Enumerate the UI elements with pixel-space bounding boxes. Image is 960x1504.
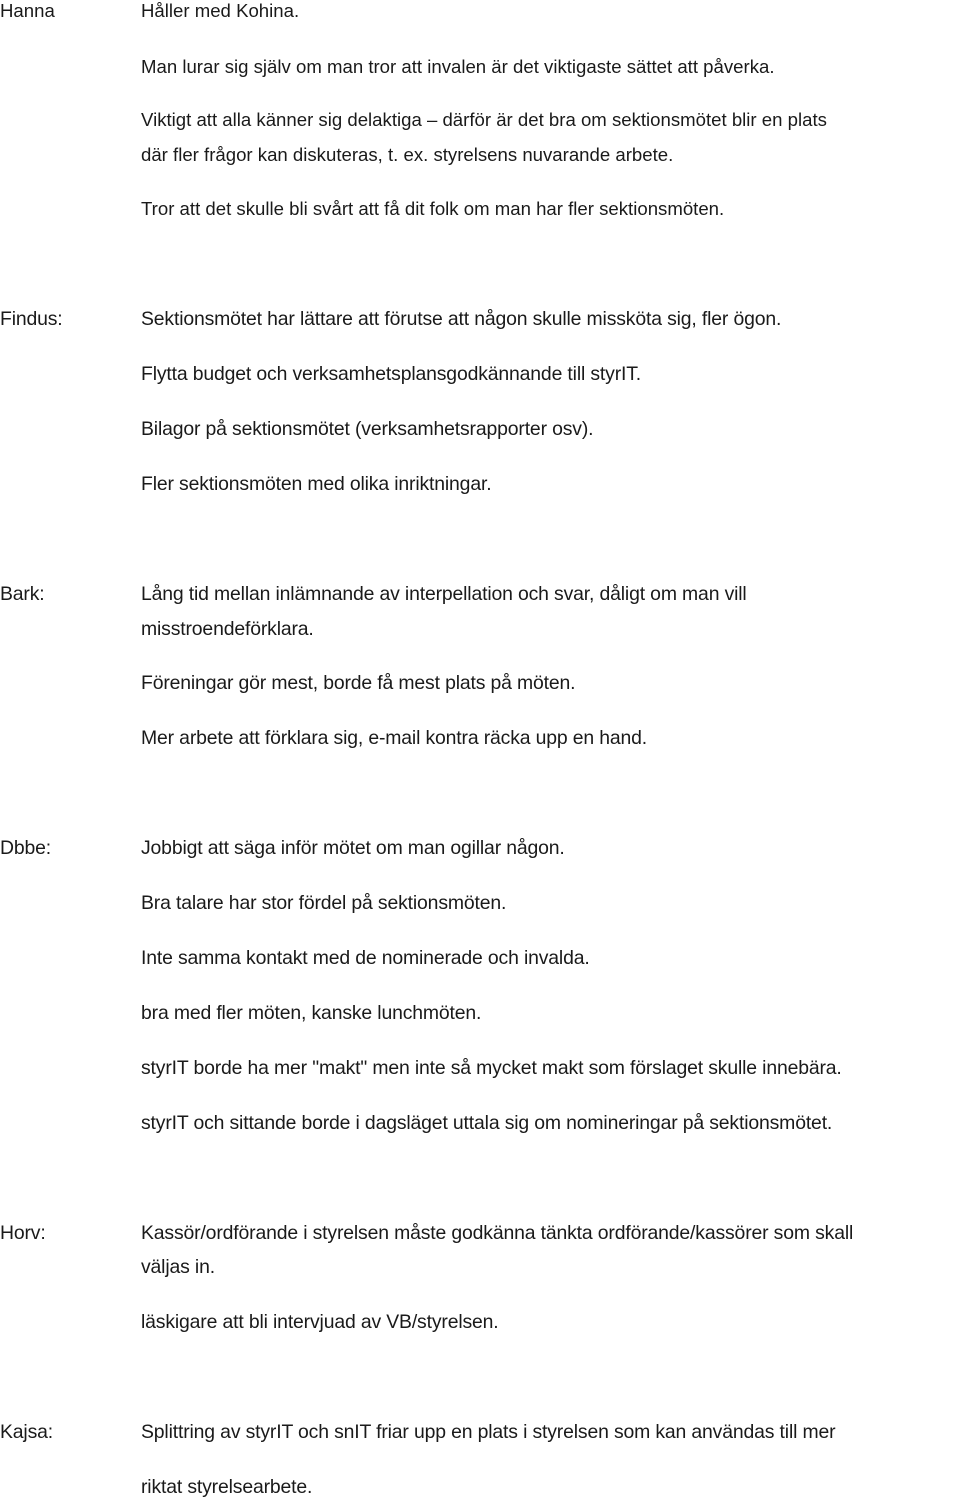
statement-line: där fler frågor kan diskuteras, t. ex. styrelsens nuvarande arbete. [141, 144, 674, 165]
speaker-name: Kajsa: [0, 1421, 53, 1443]
statement-line: Fler sektionsmöten med olika inriktningar. [141, 473, 492, 495]
statement-line: bra med fler möten, kanske lunchmöten. [141, 1002, 482, 1024]
statement-line: Splittring av styrIT och snIT friar upp en plats i styrelsen som kan användas till mer [141, 1421, 836, 1443]
speaker-name: Horv: [0, 1222, 46, 1244]
statement-line: styrIT och sittande borde i dagsläget uttala sig om nomineringar på sektionsmötet. [141, 1112, 833, 1134]
statement-line: Lång tid mellan inlämnande av interpellation och svar, dåligt om man vill [141, 583, 747, 605]
statement-line: Föreningar gör mest, borde få mest plats på möten. [141, 672, 576, 694]
statement-line: väljas in. [141, 1256, 215, 1278]
statement-line: läskigare att bli intervjuad av VB/styrelsen. [141, 1311, 499, 1333]
statement-line: Bilagor på sektionsmötet (verksamhetsrapporter osv). [141, 418, 594, 440]
speaker-name: Bark: [0, 583, 45, 605]
speaker-name: Dbbe: [0, 837, 51, 859]
statement-line: misstroendeförklara. [141, 618, 314, 640]
statement-line: Kassör/ordförande i styrelsen måste godkänna tänkta ordförande/kassörer som skall [141, 1222, 854, 1244]
statement-line: Tror att det skulle bli svårt att få dit folk om man har fler sektionsmöten. [141, 198, 725, 219]
statement-line: styrIT borde ha mer "makt" men inte så mycket makt som förslaget skulle innebära. [141, 1057, 842, 1079]
statement-line: riktat styrelsearbete. [141, 1476, 313, 1498]
statement-line: Mer arbete att förklara sig, e-mail kontra räcka upp en hand. [141, 727, 648, 749]
speaker-name: Findus: [0, 308, 63, 330]
statement-line: Bra talare har stor fördel på sektionsmöten. [141, 892, 507, 914]
statement-line: Flytta budget och verksamhetsplansgodkännande till styrIT. [141, 363, 642, 385]
statement-line: Håller med Kohina. [141, 0, 300, 21]
statement-line: Sektionsmötet har lättare att förutse att någon skulle missköta sig, fler ögon. [141, 308, 782, 330]
statement-line: Jobbigt att säga inför mötet om man ogillar någon. [141, 837, 565, 859]
statement-line: Viktigt att alla känner sig delaktiga – därför är det bra om sektionsmötet blir en plats [141, 109, 827, 130]
speaker-name: Hanna [0, 0, 55, 21]
statement-line: Man lurar sig själv om man tror att invalen är det viktigaste sättet att påverka. [141, 56, 775, 77]
statement-line: Inte samma kontakt med de nominerade och invalda. [141, 947, 590, 969]
